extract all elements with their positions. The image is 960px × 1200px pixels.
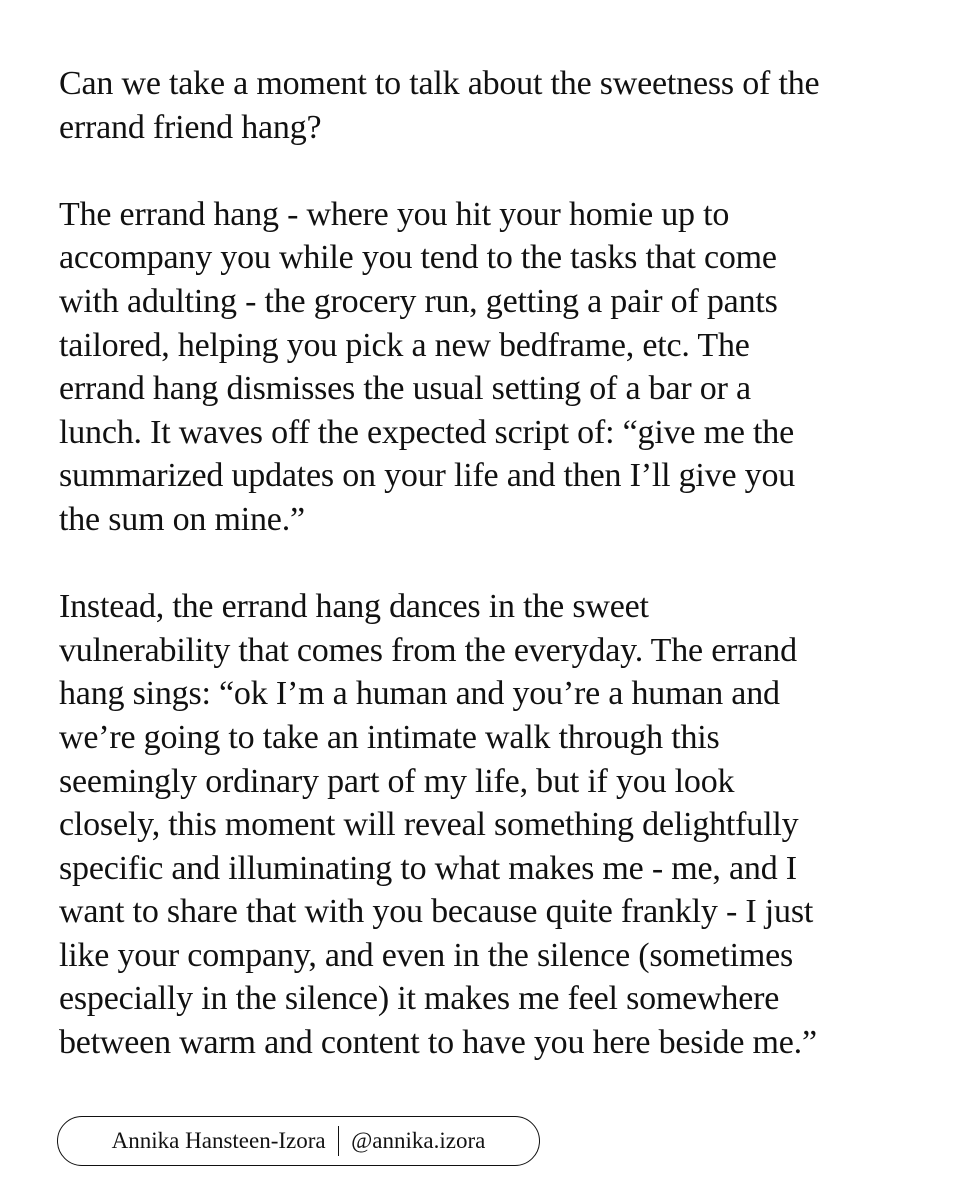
paragraph-errand-hang-description: The errand hang - where you hit your homie up to accompany you while you tend to the tasks that come with adulting - the grocery run, getting a pair of pants tailored, helping you pick a new bedframe, etc. The errand hang dismisses the usual setting of a bar or a lunch. It waves off the expected script of: “give me the summarized updates on your life and then I’ll give you the sum on mine.” xyxy=(59,195,796,538)
author-name: Annika Hansteen-Izora xyxy=(111,1128,326,1153)
author-handle: @annika.izora xyxy=(351,1128,486,1153)
author-credit-pill xyxy=(57,1116,540,1166)
article-body xyxy=(59,62,919,1065)
credit-divider xyxy=(338,1126,340,1156)
paragraph-errand-hang-quote: Instead, the errand hang dances in the sweet vulnerability that comes from the everyday. The errand hang sings: “ok I’m a human and you’re a human and we’re going to take an intimate walk through this seemingly ordinary part of my life, but if you look closely, this moment will reveal something delightfully specific and illuminating to what makes me - me, and I want to share that with you because quite frankly - I just like your company, and even in the silence (sometimes especially in the silence) it makes me feel somewhere between warm and content to have you here beside me.” xyxy=(59,588,817,1062)
paragraph-intro: Can we take a moment to talk about the sweetness of the errand friend hang? xyxy=(59,65,820,146)
